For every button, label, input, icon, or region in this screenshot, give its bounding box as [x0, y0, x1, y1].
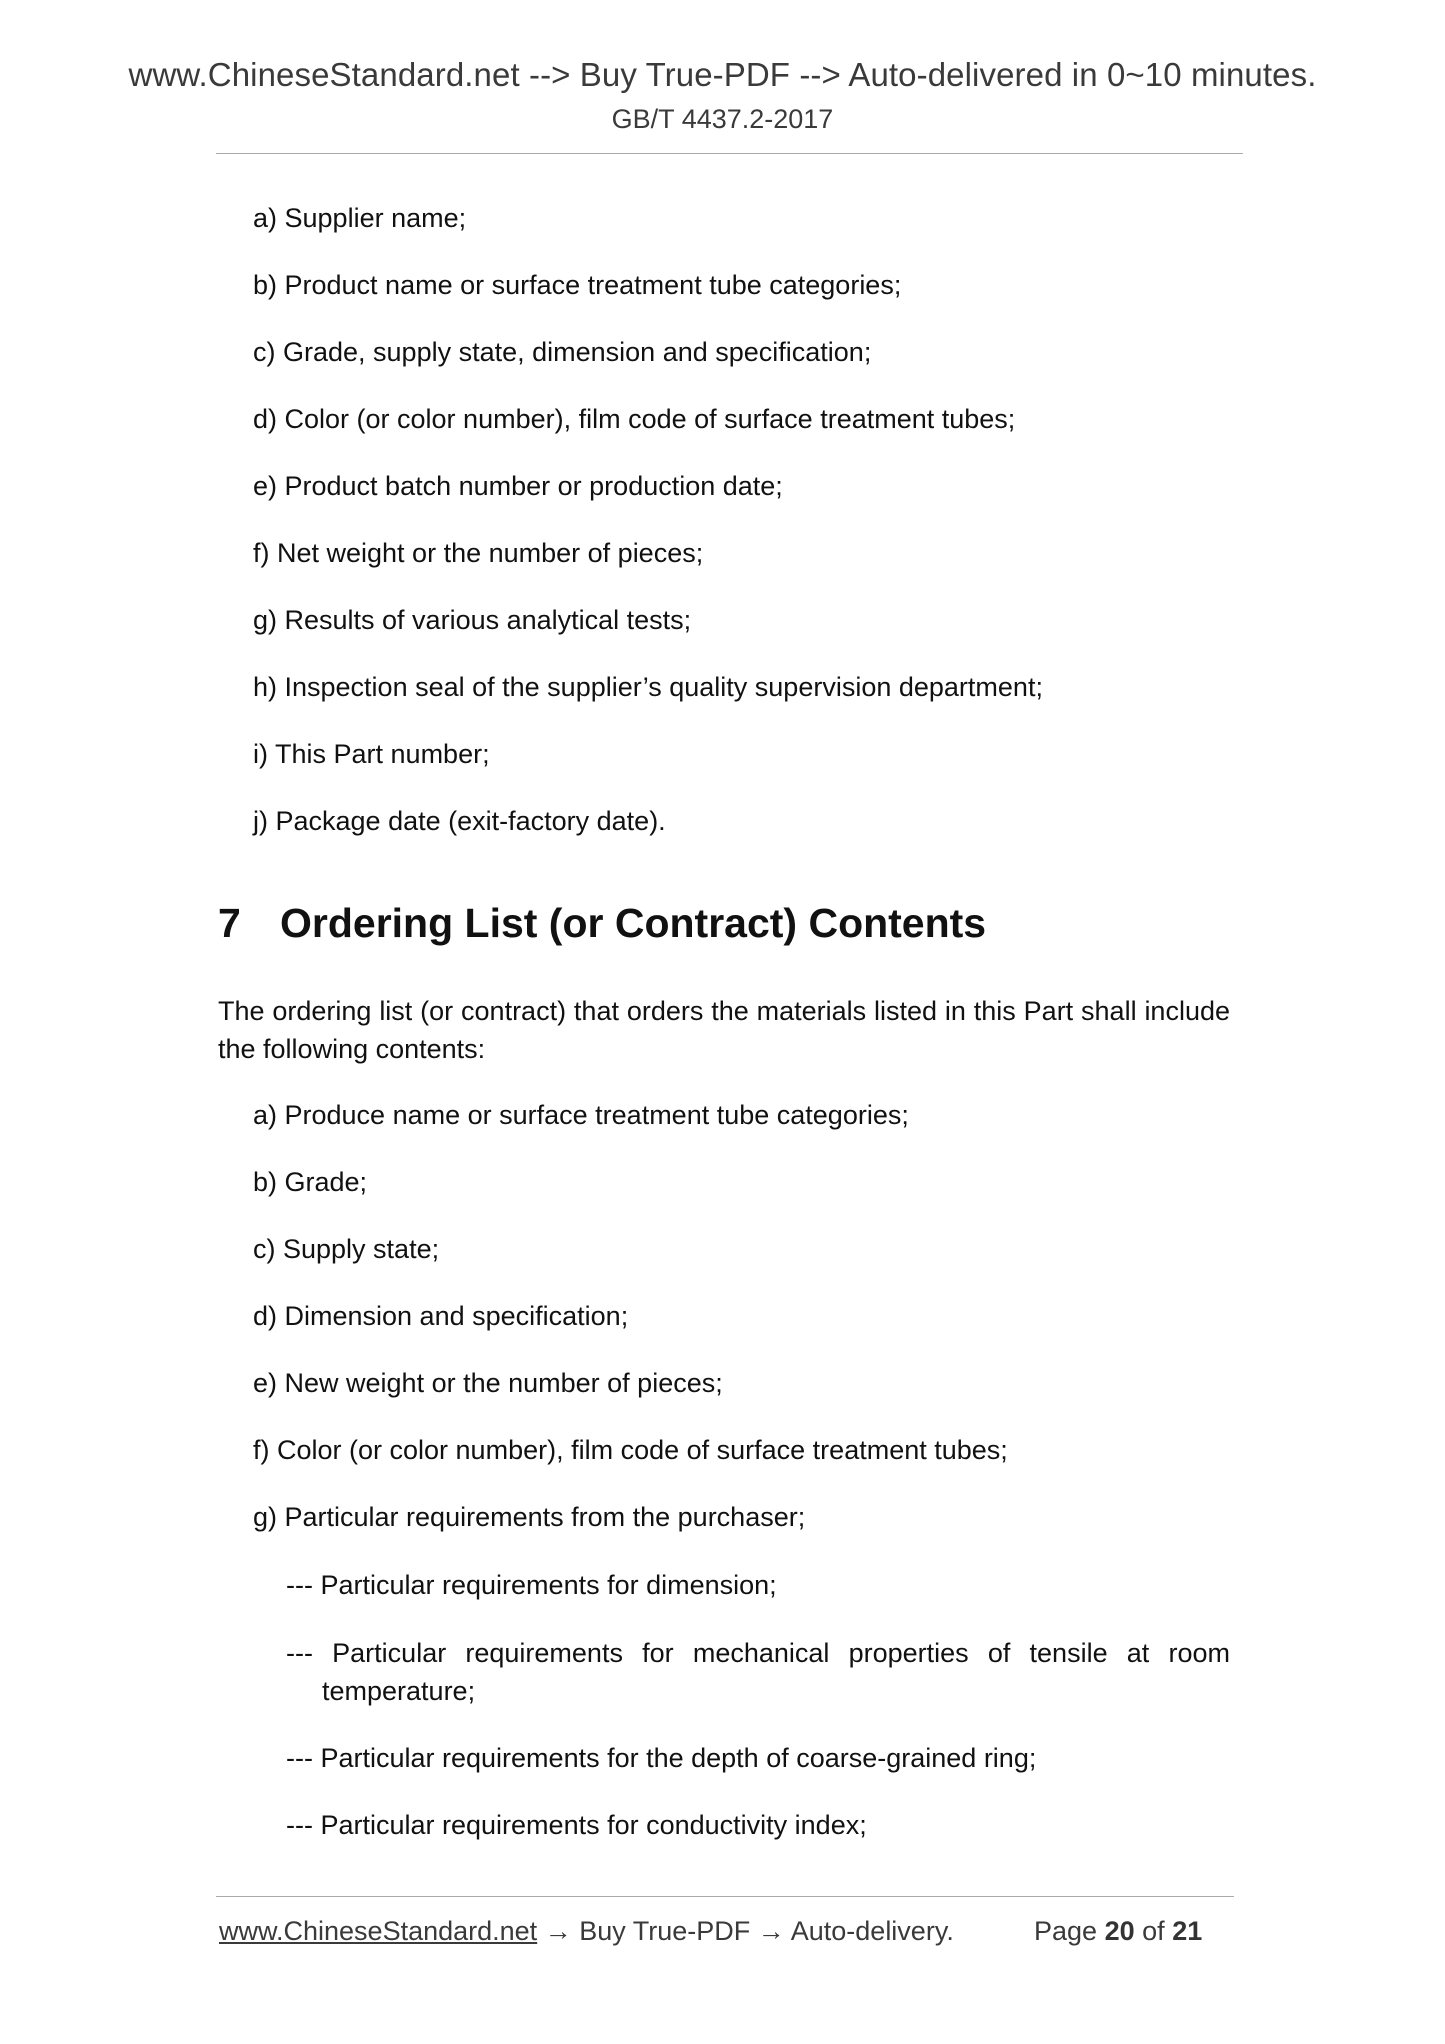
sub-list-item: --- Particular requirements for dimension; — [286, 1570, 777, 1600]
section-intro-paragraph: The ordering list (or contract) that orders the materials listed in this Part shall include the following contents: — [218, 996, 1230, 1064]
list-item: f) Net weight or the number of pieces; — [253, 538, 704, 568]
list-item: g) Particular requirements from the purchaser; — [253, 1502, 806, 1532]
footer-site-link[interactable]: www.ChineseStandard.net — [219, 1916, 538, 1946]
list-item: j) Package date (exit-factory date). — [253, 806, 666, 836]
list-item: f) Color (or color number), film code of surface treatment tubes; — [253, 1435, 1008, 1465]
list-item: c) Supply state; — [253, 1234, 440, 1264]
section-heading — [218, 900, 986, 947]
list-item: a) Supplier name; — [253, 203, 467, 233]
document-number: GB/T 4437.2-2017 — [611, 104, 834, 134]
list-item: e) Product batch number or production date; — [253, 471, 783, 501]
sub-list-item: --- Particular requirements for conductivity index; — [286, 1810, 867, 1840]
list-item: d) Color (or color number), film code of surface treatment tubes; — [253, 404, 1016, 434]
sub-list-item: --- Particular requirements for the depth of coarse-grained ring; — [286, 1743, 1037, 1773]
list-item: d) Dimension and specification; — [253, 1301, 629, 1331]
list-item: i) This Part number; — [253, 739, 490, 769]
sub-list-item — [286, 1634, 1230, 1710]
list-item: a) Produce name or surface treatment tube categories; — [253, 1100, 909, 1130]
list-item: b) Product name or surface treatment tube categories; — [253, 270, 902, 300]
list-item: g) Results of various analytical tests; — [253, 605, 692, 635]
section-number: 7 — [218, 900, 241, 946]
page-current: 20 — [1104, 1916, 1135, 1946]
list-item: c) Grade, supply state, dimension and specification; — [253, 337, 872, 367]
list-item: h) Inspection seal of the supplier’s quality supervision department; — [253, 672, 1043, 702]
list-item: e) New weight or the number of pieces; — [253, 1368, 723, 1398]
page-total: 21 — [1172, 1916, 1203, 1946]
header-divider — [216, 153, 1243, 154]
page-label: Page — [1034, 1916, 1098, 1946]
sub-list-item-line: temperature; — [322, 1676, 476, 1706]
page-indicator — [1034, 1916, 1202, 1947]
sub-list-item-line: --- Particular requirements for mechanical properties of tensile at room — [286, 1638, 1230, 1668]
list-item: b) Grade; — [253, 1167, 368, 1197]
section-title: Ordering List (or Contract) Contents — [280, 900, 987, 946]
footer-promo — [219, 1916, 954, 1947]
header-banner: www.ChineseStandard.net --> Buy True-PDF --> Auto-delivered in 0~10 minutes. — [128, 56, 1317, 93]
footer-divider — [216, 1896, 1234, 1897]
footer-promo-text: → Buy True-PDF → Auto-delivery. — [537, 1916, 954, 1946]
page-of-label: of — [1142, 1916, 1165, 1946]
